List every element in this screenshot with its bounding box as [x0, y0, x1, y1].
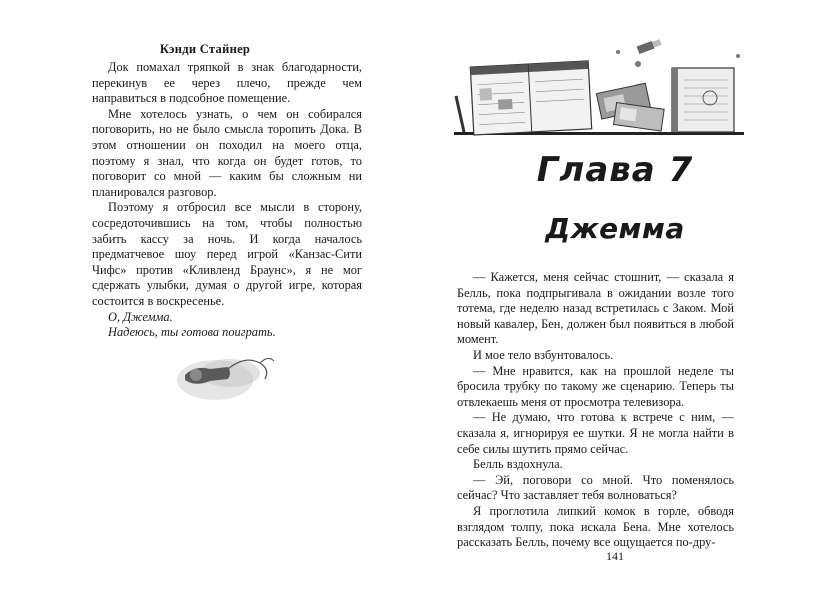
right-body-text	[457, 270, 734, 551]
paragraph: Я проглотила липкий комок в горле, обводя взглядом толпу, пока искала Бена. Мне хотелось рассказать Белль, почему все ощущается по-дру-	[457, 503, 734, 550]
italic-line: Надеюсь, ты готова поиграть.	[108, 325, 276, 340]
paragraph: — Мне нравится, как на прошлой неделе ты бросила трубку по такому же сценарию. Теперь ты отвлекаешь меня от просмотра телевизора.	[457, 363, 734, 409]
chapter-title: Глава 7	[536, 150, 694, 190]
left-body-text	[92, 60, 362, 341]
whistle-illustration	[170, 345, 280, 405]
paragraph: — Эй, поговори со мной. Что поменялось сейчас? Что заставляет тебя волноваться?	[457, 472, 734, 503]
paragraph: Док помахал тряпкой в знак благодарности, перекинув ее через плечо, прежде чем направиться в подсобное помещение.	[92, 60, 362, 106]
paragraph: — Кажется, меня сейчас стошнит, — сказала я Белль, пока подпрыгивала в ожидании возле того тотема, где неделю назад встретилась с Заком. Мой новый кавалер, Бен, должен был появиться в любой момент.	[457, 270, 734, 347]
chapter-subtitle: Джемма	[545, 212, 685, 245]
italic-line: О, Джемма.	[108, 309, 173, 324]
running-head: Кэнди Стайнер	[159, 42, 251, 56]
paragraph: — Не думаю, что готова к встрече с ним, — сказала я, игнорируя ее шутки. Я не могла найти в себе силы шутить прямо сейчас.	[457, 410, 734, 456]
paragraph: И мое тело взбунтовалось.	[473, 347, 614, 362]
page-number: 141	[606, 549, 624, 563]
paragraph: Белль вздохнула.	[473, 457, 563, 472]
desk-illustration	[450, 38, 750, 140]
paragraph: Мне хотелось узнать, о чем он собирался поговорить, но не было смысла торопить Дока. В этом отношении он походил на моего отца, поэтому я знал, что когда он будет готов, то поговорит со мной — каким бы сложным ни планировался разговор.	[92, 106, 362, 199]
paragraph: Поэтому я отбросил все мысли в сторону, сосредоточившись на том, чтобы полностью забить кассу за ночь. И когда началось предматчевое шоу перед игрой «Канзас-Сити Чифс» против «Кливленд Браунс», я не мог сдержать улыбки, думая о другой игре, которая состоится в воскресенье.	[92, 200, 362, 308]
